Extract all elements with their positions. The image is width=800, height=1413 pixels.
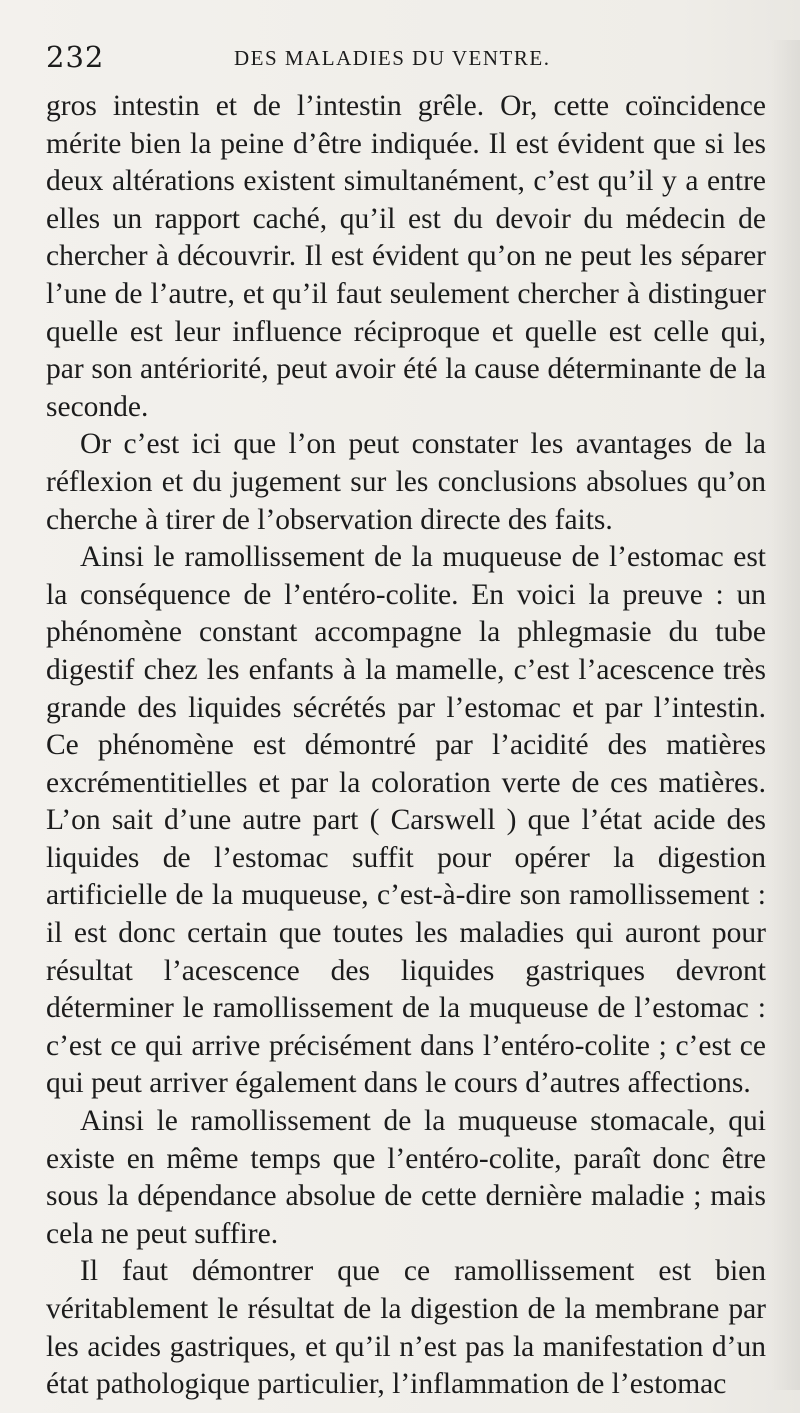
paragraph: Ainsi le ramollissement de la muqueuse de l’estomac est la conséquence de l’entéro-colite. En voici la preuve : un phénomène constant accompagne la phlegmasie du tube digestif chez les enfants à la mamelle, c’est l’acescence très grande des liquides sécrétés par l’estomac et par l’intestin. Ce phénomène est démontré par l’acidité des matières excrémentitielles et par la coloration verte de ces matières. L’on sait d’une autre part ( Carswell ) que l’état acide des liquides de l’estomac suffit pour opérer la digestion artificielle de la muqueuse, c’est-à-dire son ramollissement : il est donc certain que toutes les maladies qui auront pour résultat l’acescence des liquides gastriques devront déterminer le ramollissement de la muqueuse de l’estomac : c’est ce qui arrive précisément dans l’entéro-colite ; c’est ce qui peut arriver également dans le cours d’autres affections. xyxy=(46,541,766,1100)
page-edge-shadow xyxy=(770,40,800,1390)
paragraph: Or c’est ici que l’on peut constater les avantages de la réflexion et du jugement sur les conclusions absolues qu’on cherche à tirer de l’observation directe des faits. xyxy=(46,428,766,536)
body-text xyxy=(46,88,766,1404)
paragraph: Il faut démontrer que ce ramollissement est bien véritablement le résultat de la digestion de la membrane par les acides gastriques, et qu’il n’est pas la manifestation d’un état pathologique particulier, l’inflammation de l’estomac xyxy=(46,1255,766,1401)
paragraph-continuation: gros intestin et de l’intestin grêle. Or, cette coïncidence mérite bien la peine d’être indiquée. Il est évident que si les deux altérations existent simultanément, c’est qu’il y a entre elles un rapport caché, qu’il est du devoir du médecin de chercher à découvrir. Il est évident qu’on ne peut les séparer l’une de l’autre, et qu’il faut seulement chercher à distinguer quelle est leur influence réciproque et quelle est celle qui, par son antériorité, peut avoir été la cause déterminante de la seconde. xyxy=(46,90,766,423)
paragraph: Ainsi le ramollissement de la muqueuse stomacale, qui existe en même temps que l’entéro-colite, paraît donc être sous la dépendance absolue de cette dernière maladie ; mais cela ne peut suffire. xyxy=(46,1105,766,1250)
page-header xyxy=(46,40,760,80)
page-number: 232 xyxy=(46,40,105,74)
running-title: DES MALADIES DU VENTRE. xyxy=(234,46,551,70)
